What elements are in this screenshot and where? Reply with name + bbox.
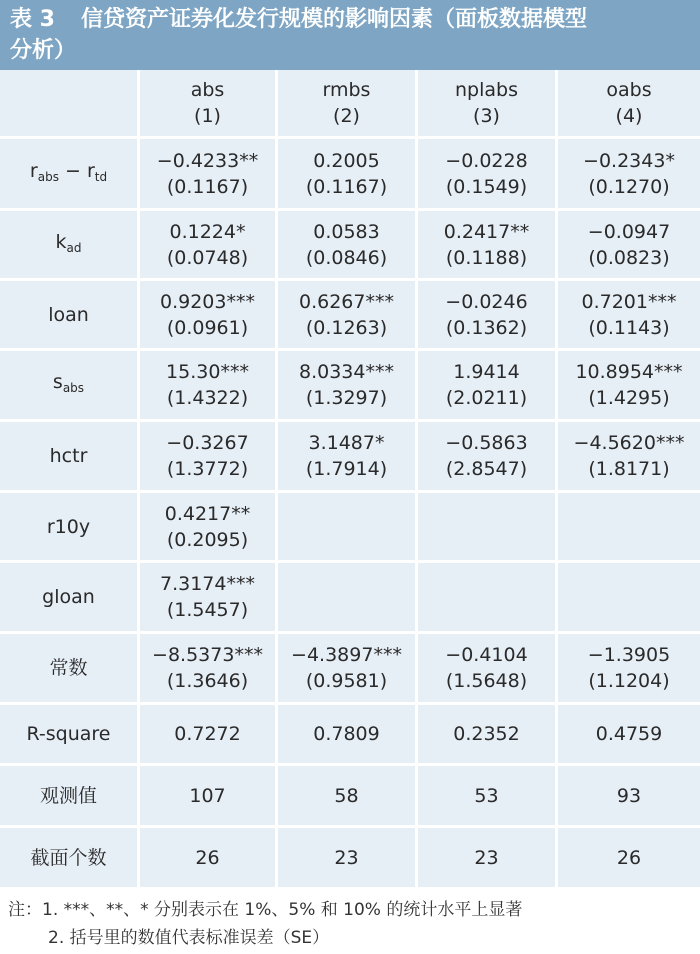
row-label-text — [47, 514, 90, 540]
table-notes — [8, 896, 698, 952]
standard-error-value: (0.1263) — [305, 316, 388, 339]
coefficient-value: −4.3897*** — [291, 644, 402, 666]
row-label-main: r10y — [46, 515, 91, 538]
table-cell — [278, 705, 418, 766]
row-label — [0, 281, 140, 351]
column-header-name: rmbs — [322, 79, 371, 101]
table-cell — [418, 351, 558, 422]
table-cell — [278, 563, 418, 634]
column-header-rmbs — [278, 70, 418, 139]
column-header-nplabs — [418, 70, 558, 139]
row-label — [0, 563, 140, 634]
coefficient-value: 15.30*** — [166, 361, 249, 383]
column-header-name: oabs — [606, 79, 652, 101]
row-label-text — [49, 655, 87, 681]
table-cell — [418, 422, 558, 493]
table-cell — [140, 281, 278, 351]
row-label-main: 观测值 — [39, 784, 97, 807]
standard-error-value: (0.1362) — [445, 316, 528, 339]
column-header-number: (3) — [473, 105, 500, 127]
column-header-number: (4) — [615, 105, 643, 127]
table-cell — [140, 211, 278, 281]
standard-error-value: (1.3297) — [305, 387, 388, 409]
table-cell — [418, 634, 558, 705]
column-header-name: nplabs — [455, 79, 518, 101]
coefficient-value: 0.7201*** — [581, 290, 677, 313]
row-label — [0, 422, 140, 493]
standard-error-value: (0.0748) — [166, 246, 249, 269]
coefficient-value: 7.3174*** — [160, 573, 255, 595]
coefficient-value: 0.2417** — [443, 220, 530, 243]
row-label-text — [30, 845, 106, 871]
coefficient-value: 0.0583 — [313, 220, 380, 243]
column-header-abs — [140, 70, 278, 139]
table-cell — [418, 828, 558, 890]
coefficient-value: 58 — [334, 784, 359, 807]
table-cell — [418, 211, 558, 281]
standard-error-value: (0.1188) — [445, 246, 528, 269]
row-label — [0, 828, 140, 890]
row-label-main: r — [29, 159, 38, 182]
table-cell — [278, 634, 418, 705]
table-cell — [140, 351, 278, 422]
table-cell — [140, 766, 278, 828]
row-label-text — [50, 443, 88, 469]
table-cell — [140, 828, 278, 890]
column-header-name: abs — [190, 79, 225, 101]
coefficient-value: 0.2352 — [453, 723, 520, 745]
standard-error-value: (0.0846) — [305, 246, 388, 269]
row-label-text — [30, 158, 107, 190]
table-cell — [418, 705, 558, 766]
row-label — [0, 766, 140, 828]
row-label — [0, 351, 140, 422]
row-label-text — [40, 783, 97, 809]
coefficient-value: −8.5373*** — [152, 644, 263, 666]
coefficient-value: 26 — [616, 846, 642, 869]
standard-error-value: (1.4295) — [588, 387, 670, 409]
table-cell — [558, 705, 700, 766]
table-cell — [558, 139, 700, 211]
row-label-operator: − r — [58, 159, 95, 182]
coefficient-value: 26 — [195, 846, 220, 869]
table-cell — [140, 563, 278, 634]
row-label-main: 常数 — [49, 657, 88, 679]
table-cell — [558, 563, 700, 634]
table-cell — [418, 493, 558, 563]
row-label-text — [42, 584, 95, 610]
table-cell — [558, 634, 700, 705]
standard-error-value: (0.1167) — [166, 175, 249, 198]
coefficient-value: −0.5863 — [445, 432, 528, 454]
standard-error-value: (0.0823) — [588, 246, 670, 269]
table-cell — [278, 422, 418, 493]
standard-error-value: (2.8547) — [445, 458, 528, 480]
table-cell — [278, 351, 418, 422]
coefficient-value: 23 — [474, 846, 499, 869]
table-title — [0, 0, 700, 70]
standard-error-value: (1.7914) — [305, 458, 388, 480]
header-corner-cell — [0, 70, 140, 139]
regression-table — [0, 70, 700, 890]
row-label-text — [56, 229, 82, 261]
coefficient-value: 10.8954*** — [575, 361, 683, 383]
standard-error-value: (1.3646) — [166, 670, 249, 692]
row-label-main: R-square — [26, 723, 111, 745]
table-cell — [558, 351, 700, 422]
standard-error-value: (0.1270) — [588, 175, 670, 198]
table-cell — [278, 211, 418, 281]
row-label-text — [53, 369, 84, 401]
standard-error-value: (0.0961) — [166, 316, 249, 339]
table-cell — [278, 828, 418, 890]
coefficient-value: 107 — [189, 784, 226, 807]
coefficient-value: −1.3905 — [587, 644, 671, 666]
coefficient-value: 0.4217** — [164, 502, 251, 525]
standard-error-value: (0.1167) — [305, 175, 388, 198]
table-cell — [278, 766, 418, 828]
table-cell — [558, 422, 700, 493]
row-label-main: 截面个数 — [30, 846, 107, 869]
coefficient-value: −0.0947 — [587, 220, 671, 243]
coefficient-value: 0.6267*** — [299, 290, 394, 313]
coefficient-value: −0.4233** — [156, 149, 259, 172]
row-label-text — [26, 721, 110, 747]
coefficient-value: 0.1224* — [169, 220, 246, 243]
table-cell — [418, 766, 558, 828]
coefficient-value: 0.9203*** — [160, 290, 255, 313]
coefficient-value: −0.0228 — [445, 149, 528, 172]
table-cell — [278, 139, 418, 211]
row-label — [0, 705, 140, 766]
table-cell — [418, 139, 558, 211]
table-number: 表 3 — [10, 7, 55, 32]
row-label-main: loan — [48, 303, 89, 326]
coefficient-value: 93 — [616, 784, 642, 807]
row-label — [0, 211, 140, 281]
coefficient-value: 3.1487* — [308, 432, 385, 454]
coefficient-value: −0.4104 — [445, 644, 528, 666]
coefficient-value: −0.3267 — [166, 432, 249, 454]
row-label-subscript: ad — [66, 240, 82, 255]
table-cell — [278, 493, 418, 563]
standard-error-value: (0.1143) — [588, 316, 670, 339]
row-label-main: k — [55, 230, 67, 253]
table-cell — [558, 828, 700, 890]
table-title-line1 — [10, 4, 692, 35]
table-cell — [558, 493, 700, 563]
table-cell — [418, 281, 558, 351]
coefficient-value: −4.5620*** — [573, 432, 685, 454]
standard-error-value: (1.5648) — [445, 670, 528, 692]
column-header-number: (1) — [194, 105, 221, 127]
row-label — [0, 139, 140, 211]
standard-error-value: (0.1549) — [445, 175, 528, 198]
standard-error-value: (2.0211) — [445, 387, 528, 409]
standard-error-value: (0.9581) — [305, 670, 388, 692]
coefficient-value: 0.7272 — [174, 723, 241, 745]
row-label — [0, 493, 140, 563]
table-cell — [418, 563, 558, 634]
table-title-line2: 分析） — [10, 38, 77, 63]
column-header-number: (2) — [333, 105, 360, 127]
column-header-oabs — [558, 70, 700, 139]
table-cell — [558, 211, 700, 281]
standard-error-value: (0.2095) — [166, 528, 249, 551]
standard-error-value: (1.8171) — [588, 458, 670, 480]
table-cell — [140, 705, 278, 766]
coefficient-value: −0.2343* — [583, 149, 675, 172]
table-cell — [278, 281, 418, 351]
coefficient-value: −0.0246 — [445, 290, 528, 313]
row-label-subscript: abs — [62, 381, 85, 395]
coefficient-value: 53 — [474, 784, 499, 807]
row-label-main: gloan — [42, 586, 95, 608]
table-cell — [558, 766, 700, 828]
coefficient-value: 1.9414 — [453, 361, 520, 383]
coefficient-value: 0.4759 — [595, 723, 663, 745]
table-cell — [140, 634, 278, 705]
row-label-text — [48, 302, 89, 328]
coefficient-value: 0.2005 — [313, 149, 380, 172]
standard-error-value: (1.5457) — [166, 599, 249, 621]
row-label-main: s — [52, 371, 63, 393]
table-cell — [140, 139, 278, 211]
table-cell — [140, 422, 278, 493]
row-label — [0, 634, 140, 705]
coefficient-value: 8.0334*** — [299, 361, 394, 383]
standard-error-value: (1.1204) — [588, 670, 670, 692]
row-label-subscript-2: td — [94, 169, 108, 184]
coefficient-value: 23 — [334, 846, 359, 869]
table-cell — [558, 281, 700, 351]
standard-error-value: (1.4322) — [166, 387, 249, 409]
note-2: 2. 括号里的数值代表标准误差（SE） — [48, 928, 330, 948]
row-label-main: hctr — [49, 445, 88, 467]
standard-error-value: (1.3772) — [166, 458, 249, 480]
note-1: 注：1. ***、**、* 分别表示在 1%、5% 和 10% 的统计水平上显著 — [8, 900, 523, 920]
table-cell — [140, 493, 278, 563]
coefficient-value: 0.7809 — [313, 723, 380, 745]
table-title-text: 信贷资产证券化发行规模的影响因素（面板数据模型 — [80, 7, 587, 32]
row-label-subscript: abs — [37, 169, 59, 184]
